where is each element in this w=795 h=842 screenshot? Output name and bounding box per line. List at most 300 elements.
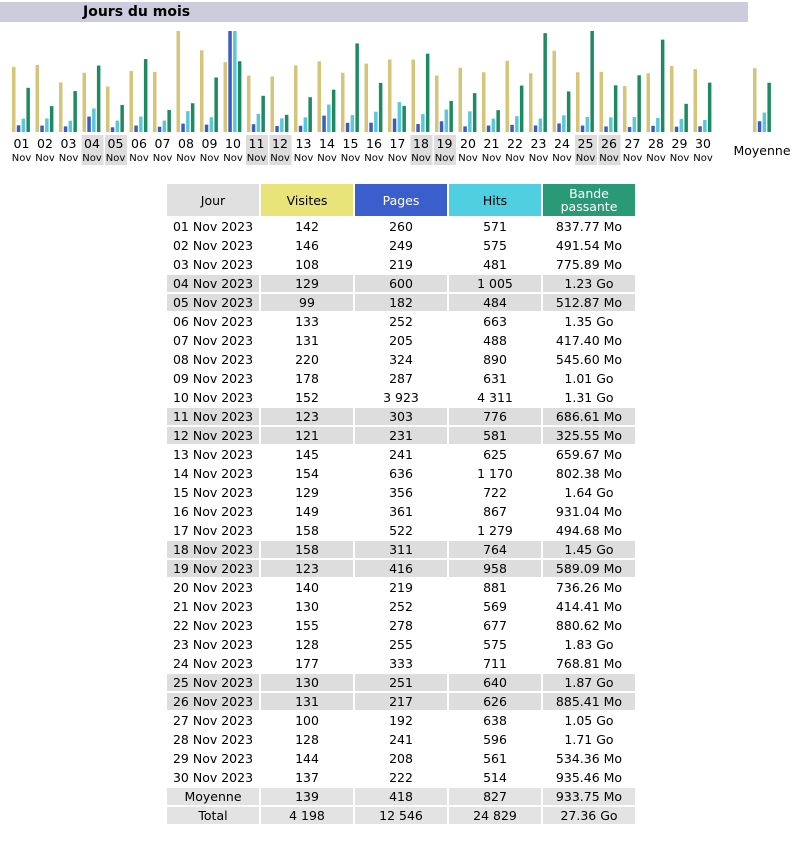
bar-visits-08 — [177, 31, 181, 132]
tick-label-month: Nov — [575, 153, 596, 164]
hits-cell: 514 — [483, 770, 507, 785]
tick-label-month: Nov — [481, 153, 502, 164]
day-cell: 06 Nov 2023 — [172, 314, 254, 329]
day-cell: 27 Nov 2023 — [172, 713, 254, 728]
pages-cell: 208 — [389, 751, 413, 766]
bar-bandwidth-07 — [167, 110, 171, 132]
tick-label-day: 11 — [248, 136, 265, 151]
bandwidth-cell: 686.61 Mo — [543, 408, 635, 425]
tick-label-day: 30 — [695, 136, 711, 151]
tick-label-day: 08 — [178, 136, 194, 151]
day-cell: 26 Nov 2023 — [167, 693, 259, 710]
bar-hits-15 — [351, 115, 355, 132]
bar-visits-05 — [106, 87, 110, 132]
table-row — [167, 313, 635, 330]
pages-cell: 252 — [389, 599, 413, 614]
bandwidth-cell: 775.89 Mo — [555, 257, 623, 272]
bar-pages-09 — [205, 125, 209, 132]
bar-visits-17 — [388, 59, 392, 132]
bar-bandwidth-22 — [520, 86, 524, 132]
bar-bandwidth-10 — [238, 61, 242, 132]
table-row — [167, 408, 635, 425]
hits-cell: 1 279 — [477, 523, 513, 538]
bandwidth-cell: 1.83 Go — [564, 637, 614, 652]
tick-label-month: Nov — [176, 153, 196, 164]
tick-label-month: Nov — [528, 153, 549, 164]
bar-pages-08 — [181, 124, 185, 132]
day-cell: 14 Nov 2023 — [172, 466, 254, 481]
daily-stats-table — [165, 182, 637, 826]
bar-pages-21 — [487, 126, 491, 132]
pages-cell: 219 — [389, 580, 413, 595]
pages-cell: 182 — [355, 294, 447, 311]
bandwidth-cell: 1.35 Go — [564, 314, 614, 329]
hits-cell: 625 — [483, 447, 507, 462]
table-row — [167, 218, 635, 235]
tick-label-month: Nov — [293, 153, 314, 164]
bar-hits-20 — [468, 111, 472, 132]
visits-cell: 152 — [295, 390, 319, 405]
bar-visits-11 — [247, 76, 251, 132]
bar-visits-13 — [294, 65, 298, 132]
day-cell: 16 Nov 2023 — [172, 504, 254, 519]
bar-pages-03 — [64, 126, 68, 132]
bar-bandwidth-05 — [120, 105, 124, 132]
bar-bandwidth-16 — [379, 83, 383, 132]
hits-cell: 711 — [483, 656, 507, 671]
visits-cell: 140 — [295, 580, 319, 595]
visits-cell: 131 — [295, 333, 319, 348]
table-row — [167, 598, 635, 615]
hits-cell: 569 — [483, 599, 507, 614]
bar-hits-26 — [609, 117, 613, 132]
bandwidth-cell: 1.71 Go — [564, 732, 614, 747]
pages-cell: 241 — [389, 732, 413, 747]
bar-bandwidth-12 — [285, 115, 289, 132]
bar-pages-13 — [299, 126, 303, 132]
bandwidth-cell: 736.26 Mo — [555, 580, 623, 595]
tick-label-day: 02 — [37, 136, 53, 151]
bar-pages-20 — [463, 126, 467, 132]
tick-label-month: Nov — [11, 153, 32, 164]
tick-label-month: Nov — [387, 153, 408, 164]
bandwidth-cell: 659.67 Mo — [555, 447, 623, 462]
bar-visits-10 — [224, 62, 228, 132]
tick-label-day: 12 — [272, 136, 288, 151]
hits-cell: 677 — [483, 618, 507, 633]
table-row — [167, 636, 635, 653]
hits-cell: 484 — [449, 294, 541, 311]
bar-hits-03 — [69, 121, 73, 132]
bandwidth-cell: 837.77 Mo — [555, 219, 623, 234]
visits-cell: 128 — [295, 732, 319, 747]
tick-label-month: Nov — [552, 153, 572, 164]
bar-hits-19 — [445, 110, 449, 132]
bandwidth-cell: 512.87 Mo — [543, 294, 635, 311]
bar-bandwidth-09 — [214, 77, 218, 132]
day-cell: 19 Nov 2023 — [167, 560, 259, 577]
bar-pages-10 — [228, 31, 232, 132]
bandwidth-cell: 1.45 Go — [543, 541, 635, 558]
bar-visits-12 — [271, 76, 275, 132]
table-row — [167, 503, 635, 520]
hits-cell: 663 — [483, 314, 507, 329]
pages-cell: 260 — [389, 219, 413, 234]
pages-cell: 287 — [389, 371, 413, 386]
bar-pages-04 — [87, 117, 91, 132]
pages-cell: 222 — [389, 770, 413, 785]
bandwidth-cell: 802.38 Mo — [555, 466, 623, 481]
total-hits: 24 829 — [449, 807, 541, 824]
table-row — [167, 750, 635, 767]
bar-visits-26 — [600, 72, 604, 132]
bar-hits-22 — [515, 116, 519, 132]
tick-label-month: Nov — [152, 153, 173, 164]
pages-cell: 252 — [389, 314, 413, 329]
pages-cell: 278 — [389, 618, 413, 633]
bar-hits-06 — [139, 116, 143, 132]
visits-cell: 130 — [261, 674, 353, 691]
day-cell: 11 Nov 2023 — [167, 408, 259, 425]
bar-visits-06 — [130, 71, 134, 132]
bandwidth-cell: 885.41 Mo — [543, 693, 635, 710]
bar-visits-24 — [553, 51, 557, 132]
day-cell: 24 Nov 2023 — [172, 656, 254, 671]
bar-hits-16 — [374, 112, 378, 132]
hits-cell: 631 — [483, 371, 507, 386]
bar-bandwidth-30 — [708, 83, 712, 132]
hits-cell: 638 — [483, 713, 507, 728]
bar-pages-15 — [346, 123, 350, 132]
day-cell: 13 Nov 2023 — [172, 447, 254, 462]
bar-hits-28 — [656, 118, 660, 132]
hits-cell: 867 — [483, 504, 507, 519]
pages-cell: 241 — [389, 447, 413, 462]
bandwidth-cell: 1.05 Go — [564, 713, 614, 728]
tick-label-day: 17 — [389, 136, 406, 151]
tick-label-day: 06 — [131, 136, 147, 151]
pages-cell: 356 — [389, 485, 413, 500]
header-hits: Hits — [449, 184, 541, 216]
bandwidth-cell: 931.04 Mo — [555, 504, 623, 519]
day-cell: 15 Nov 2023 — [172, 485, 254, 500]
day-cell: 08 Nov 2023 — [172, 352, 254, 367]
bandwidth-cell: 589.09 Mo — [543, 560, 635, 577]
tick-label-month: Nov — [105, 153, 126, 164]
pages-cell: 522 — [389, 523, 413, 538]
visits-cell: 220 — [295, 352, 319, 367]
tick-label-day: 01 — [13, 136, 30, 151]
bar-bandwidth-18 — [426, 54, 430, 132]
bar-hits-30 — [703, 120, 707, 132]
bar-pages-16 — [369, 123, 373, 132]
average-row — [167, 788, 635, 805]
header-jour: Jour — [167, 184, 259, 216]
tick-label-month: Nov — [434, 153, 455, 164]
visits-cell: 123 — [261, 560, 353, 577]
table-row — [167, 446, 635, 463]
table-row — [167, 427, 635, 444]
bandwidth-cell: 880.62 Mo — [555, 618, 623, 633]
tick-label-day: 19 — [436, 136, 453, 151]
pages-cell: 231 — [355, 427, 447, 444]
average-pages: 418 — [355, 788, 447, 805]
bandwidth-cell: 768.81 Mo — [555, 656, 623, 671]
visits-cell: 145 — [295, 447, 319, 462]
average-visits: 139 — [261, 788, 353, 805]
tick-label-day: 05 — [107, 136, 124, 151]
total-visits: 4 198 — [261, 807, 353, 824]
bar-pages-17 — [393, 119, 397, 132]
day-cell: 12 Nov 2023 — [167, 427, 259, 444]
tick-label-month: Nov — [693, 153, 713, 164]
visits-cell: 146 — [295, 238, 319, 253]
pages-cell: 333 — [389, 656, 413, 671]
section-title-text: Jours du mois — [83, 4, 191, 20]
tick-label-day: 29 — [671, 136, 688, 151]
tick-label-month: Nov — [223, 153, 243, 164]
day-cell: 25 Nov 2023 — [167, 674, 259, 691]
day-cell: 21 Nov 2023 — [172, 599, 254, 614]
bandwidth-cell: 494.68 Mo — [555, 523, 623, 538]
table-row — [167, 731, 635, 748]
tick-label-day: 27 — [624, 136, 641, 151]
day-cell: 04 Nov 2023 — [167, 275, 259, 292]
day-cell: 18 Nov 2023 — [167, 541, 259, 558]
hits-cell: 488 — [483, 333, 507, 348]
bar-visits-01 — [12, 67, 16, 132]
day-cell: 07 Nov 2023 — [172, 333, 254, 348]
tick-label-day: 20 — [460, 136, 476, 151]
bandwidth-cell: 1.31 Go — [564, 390, 614, 405]
bar-average-hits — [763, 113, 767, 132]
bar-bandwidth-28 — [661, 40, 665, 132]
bar-pages-28 — [651, 126, 655, 132]
bar-pages-25 — [581, 126, 585, 132]
day-cell: 02 Nov 2023 — [172, 238, 254, 253]
bar-average-visits — [753, 68, 757, 132]
bar-visits-02 — [36, 65, 40, 132]
tick-label-day: 18 — [413, 136, 429, 151]
pages-cell: 311 — [355, 541, 447, 558]
visits-cell: 123 — [261, 408, 353, 425]
hits-cell: 596 — [483, 732, 507, 747]
tick-label-day: 09 — [201, 136, 218, 151]
visits-cell: 144 — [295, 751, 319, 766]
bar-hits-05 — [116, 121, 120, 132]
bar-bandwidth-25 — [590, 31, 594, 132]
bar-bandwidth-19 — [449, 101, 453, 132]
table-header-row — [167, 184, 635, 216]
bar-visits-29 — [670, 66, 674, 132]
visits-cell: 137 — [295, 770, 319, 785]
table-row — [167, 294, 635, 311]
tick-label-month: Nov — [364, 153, 384, 164]
table-row — [167, 389, 635, 406]
bar-hits-24 — [562, 115, 566, 132]
bar-visits-23 — [529, 73, 533, 132]
bar-bandwidth-08 — [191, 103, 195, 132]
visits-cell: 129 — [261, 275, 353, 292]
section-title — [0, 2, 748, 22]
pages-cell: 600 — [355, 275, 447, 292]
visits-cell: 100 — [295, 713, 319, 728]
pages-cell: 219 — [389, 257, 413, 272]
bar-visits-18 — [412, 59, 416, 132]
bar-bandwidth-11 — [261, 96, 265, 132]
hits-cell: 722 — [483, 485, 507, 500]
bandwidth-cell: 491.54 Mo — [555, 238, 623, 253]
tick-label-day: 04 — [84, 136, 100, 151]
bar-bandwidth-14 — [332, 90, 336, 132]
bar-visits-21 — [482, 72, 486, 132]
bandwidth-cell: 1.23 Go — [543, 275, 635, 292]
bar-hits-12 — [280, 118, 284, 132]
visits-cell: 121 — [261, 427, 353, 444]
bar-hits-10 — [233, 31, 237, 132]
bar-bandwidth-13 — [308, 97, 312, 132]
bar-bandwidth-21 — [496, 110, 500, 132]
visits-cell: 129 — [295, 485, 319, 500]
bar-visits-04 — [83, 73, 87, 132]
tick-label-month: Nov — [270, 153, 290, 164]
visits-cell: 177 — [295, 656, 319, 671]
bar-visits-22 — [506, 61, 510, 132]
bar-bandwidth-20 — [473, 93, 477, 132]
header-visites: Visites — [261, 184, 353, 216]
visits-cell: 142 — [295, 219, 319, 234]
tick-label-month: Nov — [58, 153, 79, 164]
table-row — [167, 522, 635, 539]
bar-bandwidth-15 — [355, 43, 359, 132]
tick-label-month: Nov — [622, 153, 643, 164]
day-cell: 17 Nov 2023 — [172, 523, 254, 538]
bar-hits-14 — [327, 105, 331, 132]
tick-label-month: Nov — [246, 153, 267, 164]
day-cell: 29 Nov 2023 — [172, 751, 254, 766]
bar-bandwidth-26 — [614, 85, 618, 132]
bar-hits-21 — [492, 119, 496, 132]
tick-label-month: Nov — [458, 153, 478, 164]
bar-pages-18 — [416, 124, 420, 132]
pages-cell: 251 — [355, 674, 447, 691]
average-bandwidth: 933.75 Mo — [543, 788, 635, 805]
table-row — [167, 351, 635, 368]
tick-label-day: 22 — [507, 136, 523, 151]
hits-cell: 1 170 — [477, 466, 513, 481]
total-label: Total — [167, 807, 259, 824]
daily-bar-chart — [0, 24, 795, 170]
day-cell: 10 Nov 2023 — [172, 390, 254, 405]
total-bandwidth: 27.36 Go — [543, 807, 635, 824]
bar-hits-07 — [163, 121, 167, 132]
visits-cell: 154 — [295, 466, 319, 481]
bar-visits-19 — [435, 76, 439, 132]
pages-cell: 303 — [355, 408, 447, 425]
table-row — [167, 674, 635, 691]
visits-cell: 155 — [295, 618, 319, 633]
bar-hits-29 — [680, 119, 684, 132]
bar-hits-17 — [398, 102, 402, 132]
hits-cell: 575 — [483, 238, 507, 253]
tick-label-month: Nov — [505, 153, 525, 164]
bar-pages-24 — [557, 123, 561, 132]
table-row — [167, 484, 635, 501]
bar-pages-11 — [252, 124, 256, 132]
bar-pages-01 — [17, 125, 21, 132]
bar-hits-25 — [586, 117, 590, 132]
total-row — [167, 807, 635, 824]
table-row — [167, 769, 635, 786]
bar-hits-27 — [633, 117, 637, 132]
bar-bandwidth-27 — [637, 75, 641, 132]
bar-hits-08 — [186, 111, 190, 132]
bar-hits-09 — [210, 117, 214, 132]
bandwidth-cell: 1.87 Go — [543, 674, 635, 691]
visits-cell: 178 — [295, 371, 319, 386]
bar-pages-06 — [134, 126, 138, 132]
tick-label-month: Nov — [340, 153, 361, 164]
bar-visits-09 — [200, 50, 204, 132]
bar-bandwidth-24 — [567, 91, 571, 132]
bar-visits-20 — [459, 68, 463, 132]
bar-pages-22 — [510, 125, 514, 132]
bar-visits-07 — [153, 72, 157, 132]
bar-bandwidth-04 — [97, 66, 101, 132]
hits-cell: 571 — [483, 219, 507, 234]
header-bande-passante: Bande passante — [543, 184, 635, 216]
bar-pages-30 — [698, 126, 702, 132]
visits-cell: 130 — [295, 599, 319, 614]
bar-bandwidth-23 — [543, 33, 547, 132]
table-row — [167, 693, 635, 710]
tick-label-month: Nov — [82, 153, 102, 164]
bar-pages-29 — [675, 127, 679, 132]
bandwidth-cell: 417.40 Mo — [555, 333, 623, 348]
hits-cell: 626 — [449, 693, 541, 710]
hits-cell: 640 — [449, 674, 541, 691]
pages-cell: 205 — [389, 333, 413, 348]
bar-hits-02 — [45, 119, 49, 132]
day-cell: 09 Nov 2023 — [172, 371, 254, 386]
pages-cell: 192 — [389, 713, 413, 728]
hits-cell: 1 005 — [449, 275, 541, 292]
pages-cell: 636 — [389, 466, 413, 481]
tick-label-day: 13 — [295, 136, 312, 151]
tick-label-day: 07 — [154, 136, 171, 151]
average-hits: 827 — [449, 788, 541, 805]
hits-cell: 890 — [483, 352, 507, 367]
tick-label-day: 14 — [319, 136, 335, 151]
tick-label-day: 26 — [601, 136, 617, 151]
tick-label-day: 03 — [60, 136, 77, 151]
table-row — [167, 275, 635, 292]
bar-bandwidth-17 — [402, 106, 406, 132]
pages-cell: 416 — [355, 560, 447, 577]
hits-cell: 4 311 — [477, 390, 513, 405]
hits-cell: 581 — [449, 427, 541, 444]
bar-pages-02 — [40, 126, 44, 132]
visits-cell: 131 — [261, 693, 353, 710]
day-cell: 30 Nov 2023 — [172, 770, 254, 785]
day-cell: 05 Nov 2023 — [167, 294, 259, 311]
bandwidth-cell: 534.36 Mo — [555, 751, 623, 766]
bar-average-bandwidth — [767, 83, 771, 132]
hits-cell: 776 — [449, 408, 541, 425]
bar-pages-27 — [628, 127, 632, 132]
table-row — [167, 332, 635, 349]
bar-pages-12 — [275, 126, 279, 132]
